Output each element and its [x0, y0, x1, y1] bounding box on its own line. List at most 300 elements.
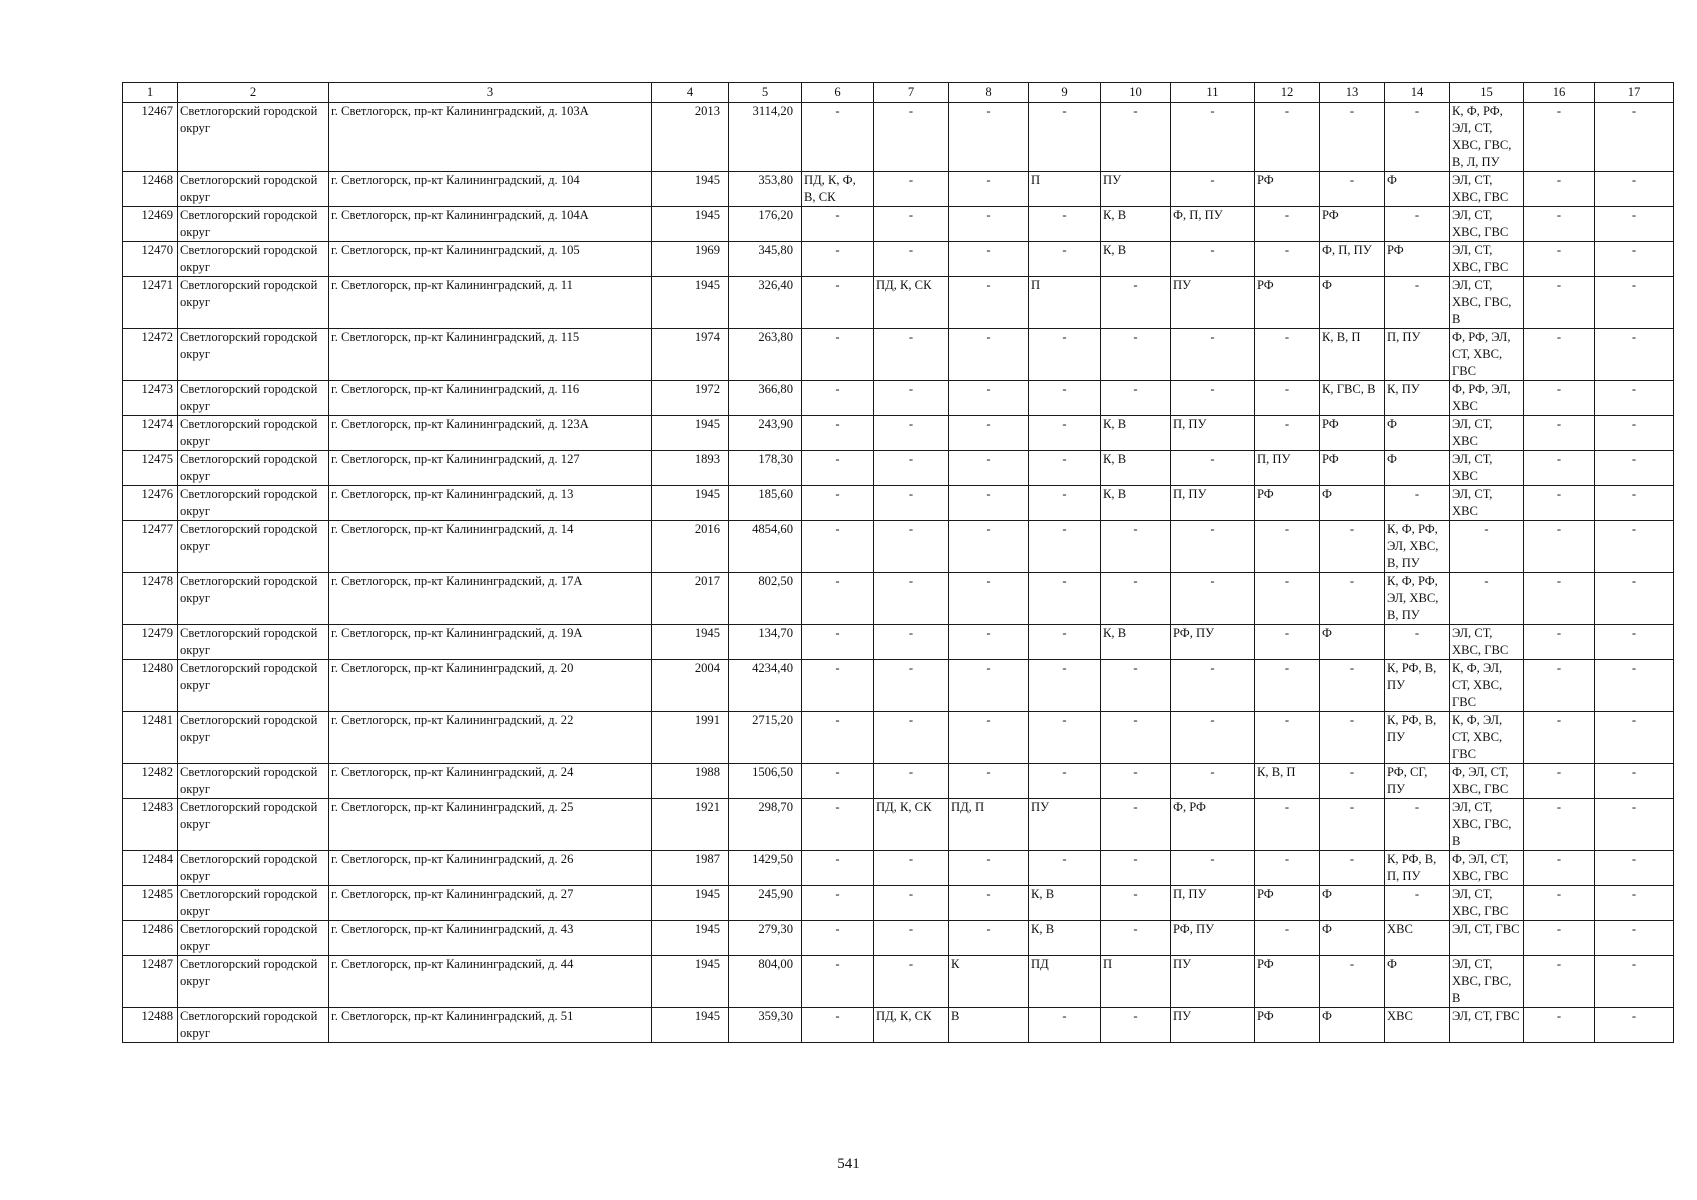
col-9-cell: - [1029, 521, 1101, 573]
col-12-cell: П, ПУ [1255, 451, 1320, 486]
col-7-cell: ПД, К, СК [874, 799, 949, 851]
col-10-cell: - [1101, 886, 1171, 921]
col-14-cell: Ф [1385, 956, 1450, 1008]
col-17-cell: - [1595, 712, 1674, 764]
district-cell: Светлогорский городской округ [178, 277, 329, 329]
col-10-cell: - [1101, 660, 1171, 712]
col-15-cell: Ф, ЭЛ, СТ, ХВС, ГВС [1450, 764, 1524, 799]
col-6-cell: - [802, 207, 874, 242]
col-10-cell: К, В [1101, 416, 1171, 451]
district-cell: Светлогорский городской округ [178, 172, 329, 207]
district-cell: Светлогорский городской округ [178, 451, 329, 486]
table-row [123, 799, 1674, 851]
col-9-cell: - [1029, 381, 1101, 416]
col-15-cell: К, Ф, ЭЛ, СТ, ХВС, ГВС [1450, 712, 1524, 764]
col-6-cell: - [802, 329, 874, 381]
col-17-cell: - [1595, 956, 1674, 1008]
register-table [122, 82, 1674, 1043]
page-number: 541 [837, 1156, 860, 1172]
col-16-cell: - [1524, 764, 1595, 799]
col-13-cell: Ф [1320, 486, 1385, 521]
year-cell: 1987 [652, 851, 729, 886]
record-number-cell: 12479 [123, 625, 178, 660]
col-7-cell: - [874, 172, 949, 207]
col-17-cell: - [1595, 416, 1674, 451]
record-number-cell: 12481 [123, 712, 178, 764]
col-6-cell: - [802, 660, 874, 712]
district-cell: Светлогорский городской округ [178, 956, 329, 1008]
district-cell: Светлогорский городской округ [178, 573, 329, 625]
col-15-cell: Ф, РФ, ЭЛ, ХВС [1450, 381, 1524, 416]
column-header-10: 10 [1101, 83, 1171, 103]
col-8-cell: К [949, 956, 1029, 1008]
col-10-cell: - [1101, 764, 1171, 799]
address-cell: г. Светлогорск, пр-кт Калининградский, д. 25 [329, 799, 652, 851]
column-header-14: 14 [1385, 83, 1450, 103]
col-7-cell: - [874, 486, 949, 521]
col-8-cell: - [949, 416, 1029, 451]
year-cell: 1945 [652, 277, 729, 329]
col-13-cell: - [1320, 851, 1385, 886]
col-13-cell: К, ГВС, В [1320, 381, 1385, 416]
col-9-cell: ПУ [1029, 799, 1101, 851]
col-9-cell: - [1029, 625, 1101, 660]
column-header-3: 3 [329, 83, 652, 103]
col-12-cell: - [1255, 416, 1320, 451]
col-17-cell: - [1595, 851, 1674, 886]
col-15-cell: К, Ф, ЭЛ, СТ, ХВС, ГВС [1450, 660, 1524, 712]
col-11-cell: Ф, РФ [1171, 799, 1255, 851]
col-12-cell: - [1255, 573, 1320, 625]
area-cell: 2715,20 [729, 712, 802, 764]
col-7-cell: - [874, 886, 949, 921]
col-9-cell: К, В [1029, 886, 1101, 921]
col-11-cell: Ф, П, ПУ [1171, 207, 1255, 242]
col-17-cell: - [1595, 381, 1674, 416]
address-cell: г. Светлогорск, пр-кт Калининградский, д. 43 [329, 921, 652, 956]
col-15-cell: ЭЛ, СТ, ХВС, ГВС [1450, 242, 1524, 277]
col-13-cell: Ф [1320, 625, 1385, 660]
year-cell: 1893 [652, 451, 729, 486]
col-7-cell: - [874, 921, 949, 956]
col-14-cell: К, РФ, В, ПУ [1385, 660, 1450, 712]
address-cell: г. Светлогорск, пр-кт Калининградский, д. 44 [329, 956, 652, 1008]
col-13-cell: Ф [1320, 277, 1385, 329]
table-row [123, 381, 1674, 416]
record-number-cell: 12487 [123, 956, 178, 1008]
col-16-cell: - [1524, 329, 1595, 381]
col-13-cell: Ф [1320, 886, 1385, 921]
col-10-cell: П [1101, 956, 1171, 1008]
table-row [123, 172, 1674, 207]
col-9-cell: - [1029, 242, 1101, 277]
col-12-cell: - [1255, 207, 1320, 242]
col-7-cell: - [874, 712, 949, 764]
area-cell: 359,30 [729, 1008, 802, 1043]
column-header-7: 7 [874, 83, 949, 103]
record-number-cell: 12467 [123, 103, 178, 172]
table-row [123, 207, 1674, 242]
district-cell: Светлогорский городской округ [178, 660, 329, 712]
column-header-2: 2 [178, 83, 329, 103]
col-16-cell: - [1524, 277, 1595, 329]
district-cell: Светлогорский городской округ [178, 799, 329, 851]
record-number-cell: 12485 [123, 886, 178, 921]
district-cell: Светлогорский городской округ [178, 416, 329, 451]
column-header-16: 16 [1524, 83, 1595, 103]
col-17-cell: - [1595, 1008, 1674, 1043]
area-cell: 4234,40 [729, 660, 802, 712]
col-8-cell: ПД, П [949, 799, 1029, 851]
col-15-cell: ЭЛ, СТ, ХВС, ГВС, В [1450, 956, 1524, 1008]
table-row [123, 712, 1674, 764]
address-cell: г. Светлогорск, пр-кт Калининградский, д. 20 [329, 660, 652, 712]
col-17-cell: - [1595, 103, 1674, 172]
district-cell: Светлогорский городской округ [178, 329, 329, 381]
address-cell: г. Светлогорск, пр-кт Калининградский, д. 27 [329, 886, 652, 921]
col-13-cell: Ф [1320, 1008, 1385, 1043]
col-6-cell: - [802, 1008, 874, 1043]
col-14-cell: - [1385, 886, 1450, 921]
record-number-cell: 12480 [123, 660, 178, 712]
table-row [123, 921, 1674, 956]
column-header-1: 1 [123, 83, 178, 103]
col-13-cell: РФ [1320, 416, 1385, 451]
col-9-cell: - [1029, 851, 1101, 886]
district-cell: Светлогорский городской округ [178, 242, 329, 277]
year-cell: 1988 [652, 764, 729, 799]
column-header-11: 11 [1171, 83, 1255, 103]
col-14-cell: К, ПУ [1385, 381, 1450, 416]
col-10-cell: - [1101, 329, 1171, 381]
district-cell: Светлогорский городской округ [178, 486, 329, 521]
col-14-cell: РФ, СГ, ПУ [1385, 764, 1450, 799]
address-cell: г. Светлогорск, пр-кт Калининградский, д. 24 [329, 764, 652, 799]
col-14-cell: Ф [1385, 451, 1450, 486]
col-14-cell: К, РФ, В, П, ПУ [1385, 851, 1450, 886]
year-cell: 2016 [652, 521, 729, 573]
address-cell: г. Светлогорск, пр-кт Калининградский, д. 115 [329, 329, 652, 381]
address-cell: г. Светлогорск, пр-кт Калининградский, д. 11 [329, 277, 652, 329]
col-10-cell: К, В [1101, 242, 1171, 277]
col-8-cell: В [949, 1008, 1029, 1043]
col-14-cell: Ф [1385, 416, 1450, 451]
col-14-cell: Ф [1385, 172, 1450, 207]
table-row [123, 103, 1674, 172]
area-cell: 326,40 [729, 277, 802, 329]
col-12-cell: РФ [1255, 1008, 1320, 1043]
col-6-cell: - [802, 103, 874, 172]
table-row [123, 886, 1674, 921]
col-14-cell: РФ [1385, 242, 1450, 277]
column-header-17: 17 [1595, 83, 1674, 103]
col-11-cell: - [1171, 172, 1255, 207]
year-cell: 1974 [652, 329, 729, 381]
record-number-cell: 12475 [123, 451, 178, 486]
col-15-cell: К, Ф, РФ, ЭЛ, СТ, ХВС, ГВС, В, Л, ПУ [1450, 103, 1524, 172]
district-cell: Светлогорский городской округ [178, 625, 329, 660]
col-8-cell: - [949, 381, 1029, 416]
record-number-cell: 12468 [123, 172, 178, 207]
col-7-cell: - [874, 764, 949, 799]
year-cell: 1969 [652, 242, 729, 277]
district-cell: Светлогорский городской округ [178, 921, 329, 956]
col-6-cell: - [802, 242, 874, 277]
record-number-cell: 12486 [123, 921, 178, 956]
col-12-cell: - [1255, 381, 1320, 416]
col-9-cell: - [1029, 764, 1101, 799]
address-cell: г. Светлогорск, пр-кт Калининградский, д. 105 [329, 242, 652, 277]
address-cell: г. Светлогорск, пр-кт Калининградский, д. 51 [329, 1008, 652, 1043]
col-16-cell: - [1524, 921, 1595, 956]
district-cell: Светлогорский городской округ [178, 712, 329, 764]
col-11-cell: П, ПУ [1171, 416, 1255, 451]
col-17-cell: - [1595, 764, 1674, 799]
table-row [123, 1008, 1674, 1043]
district-cell: Светлогорский городской округ [178, 381, 329, 416]
col-15-cell: ЭЛ, СТ, ХВС, ГВС, В [1450, 799, 1524, 851]
table-row [123, 956, 1674, 1008]
col-12-cell: - [1255, 660, 1320, 712]
col-17-cell: - [1595, 486, 1674, 521]
col-7-cell: - [874, 956, 949, 1008]
column-number-header-row [123, 83, 1674, 103]
col-16-cell: - [1524, 573, 1595, 625]
col-6-cell: ПД, К, Ф, В, СК [802, 172, 874, 207]
col-12-cell: - [1255, 329, 1320, 381]
col-6-cell: - [802, 799, 874, 851]
col-6-cell: - [802, 764, 874, 799]
record-number-cell: 12470 [123, 242, 178, 277]
col-17-cell: - [1595, 573, 1674, 625]
col-12-cell: - [1255, 625, 1320, 660]
table-row [123, 416, 1674, 451]
col-16-cell: - [1524, 242, 1595, 277]
col-7-cell: - [874, 625, 949, 660]
col-15-cell: ЭЛ, СТ, ГВС [1450, 921, 1524, 956]
col-11-cell: - [1171, 381, 1255, 416]
col-11-cell: - [1171, 712, 1255, 764]
record-number-cell: 12482 [123, 764, 178, 799]
col-14-cell: - [1385, 207, 1450, 242]
col-6-cell: - [802, 712, 874, 764]
col-7-cell: ПД, К, СК [874, 277, 949, 329]
record-number-cell: 12473 [123, 381, 178, 416]
col-8-cell: - [949, 103, 1029, 172]
year-cell: 1945 [652, 625, 729, 660]
district-cell: Светлогорский городской округ [178, 851, 329, 886]
col-16-cell: - [1524, 660, 1595, 712]
col-17-cell: - [1595, 660, 1674, 712]
col-17-cell: - [1595, 329, 1674, 381]
col-9-cell: - [1029, 416, 1101, 451]
col-11-cell: РФ, ПУ [1171, 625, 1255, 660]
col-14-cell: - [1385, 103, 1450, 172]
col-12-cell: - [1255, 242, 1320, 277]
year-cell: 1945 [652, 886, 729, 921]
col-7-cell: - [874, 207, 949, 242]
col-9-cell: - [1029, 712, 1101, 764]
address-cell: г. Светлогорск, пр-кт Калининградский, д. 104 [329, 172, 652, 207]
col-11-cell: П, ПУ [1171, 886, 1255, 921]
col-8-cell: - [949, 486, 1029, 521]
col-8-cell: - [949, 277, 1029, 329]
col-6-cell: - [802, 486, 874, 521]
col-14-cell: К, Ф, РФ, ЭЛ, ХВС, В, ПУ [1385, 521, 1450, 573]
col-16-cell: - [1524, 851, 1595, 886]
col-8-cell: - [949, 625, 1029, 660]
area-cell: 243,90 [729, 416, 802, 451]
col-11-cell: РФ, ПУ [1171, 921, 1255, 956]
col-6-cell: - [802, 625, 874, 660]
col-11-cell: - [1171, 660, 1255, 712]
col-13-cell: Ф [1320, 921, 1385, 956]
year-cell: 1991 [652, 712, 729, 764]
col-6-cell: - [802, 416, 874, 451]
col-9-cell: П [1029, 172, 1101, 207]
table-row [123, 625, 1674, 660]
year-cell: 1945 [652, 207, 729, 242]
year-cell: 2013 [652, 103, 729, 172]
col-15-cell: - [1450, 573, 1524, 625]
col-17-cell: - [1595, 207, 1674, 242]
area-cell: 345,80 [729, 242, 802, 277]
col-15-cell: ЭЛ, СТ, ХВС, ГВС [1450, 886, 1524, 921]
col-8-cell: - [949, 886, 1029, 921]
col-10-cell: - [1101, 573, 1171, 625]
table-row [123, 660, 1674, 712]
col-13-cell: К, В, П [1320, 329, 1385, 381]
col-15-cell: ЭЛ, СТ, ХВС, ГВС, В [1450, 277, 1524, 329]
table-row [123, 851, 1674, 886]
year-cell: 1921 [652, 799, 729, 851]
col-17-cell: - [1595, 625, 1674, 660]
district-cell: Светлогорский городской округ [178, 886, 329, 921]
col-14-cell: - [1385, 486, 1450, 521]
col-11-cell: - [1171, 329, 1255, 381]
col-12-cell: РФ [1255, 486, 1320, 521]
col-7-cell: - [874, 573, 949, 625]
area-cell: 279,30 [729, 921, 802, 956]
col-13-cell: - [1320, 660, 1385, 712]
col-13-cell: - [1320, 172, 1385, 207]
col-10-cell: - [1101, 1008, 1171, 1043]
col-17-cell: - [1595, 242, 1674, 277]
year-cell: 1945 [652, 1008, 729, 1043]
col-15-cell: - [1450, 521, 1524, 573]
area-cell: 178,30 [729, 451, 802, 486]
area-cell: 1506,50 [729, 764, 802, 799]
col-7-cell: - [874, 329, 949, 381]
col-7-cell: - [874, 851, 949, 886]
record-number-cell: 12474 [123, 416, 178, 451]
table-row [123, 329, 1674, 381]
col-6-cell: - [802, 451, 874, 486]
col-13-cell: - [1320, 521, 1385, 573]
col-8-cell: - [949, 172, 1029, 207]
area-cell: 353,80 [729, 172, 802, 207]
district-cell: Светлогорский городской округ [178, 521, 329, 573]
column-header-13: 13 [1320, 83, 1385, 103]
col-7-cell: - [874, 416, 949, 451]
col-16-cell: - [1524, 103, 1595, 172]
col-17-cell: - [1595, 921, 1674, 956]
record-number-cell: 12476 [123, 486, 178, 521]
col-9-cell: - [1029, 451, 1101, 486]
col-9-cell: - [1029, 329, 1101, 381]
col-10-cell: - [1101, 381, 1171, 416]
year-cell: 1945 [652, 172, 729, 207]
col-8-cell: - [949, 712, 1029, 764]
record-number-cell: 12483 [123, 799, 178, 851]
col-7-cell: ПД, К, СК [874, 1008, 949, 1043]
table-row [123, 486, 1674, 521]
col-17-cell: - [1595, 521, 1674, 573]
col-9-cell: - [1029, 103, 1101, 172]
col-11-cell: П, ПУ [1171, 486, 1255, 521]
col-12-cell: - [1255, 712, 1320, 764]
col-10-cell: - [1101, 521, 1171, 573]
col-16-cell: - [1524, 799, 1595, 851]
col-16-cell: - [1524, 712, 1595, 764]
col-9-cell: - [1029, 1008, 1101, 1043]
col-7-cell: - [874, 660, 949, 712]
col-13-cell: РФ [1320, 207, 1385, 242]
year-cell: 2004 [652, 660, 729, 712]
col-9-cell: - [1029, 660, 1101, 712]
address-cell: г. Светлогорск, пр-кт Калининградский, д. 104А [329, 207, 652, 242]
address-cell: г. Светлогорск, пр-кт Калининградский, д. 127 [329, 451, 652, 486]
col-6-cell: - [802, 886, 874, 921]
district-cell: Светлогорский городской округ [178, 1008, 329, 1043]
col-7-cell: - [874, 521, 949, 573]
col-15-cell: Ф, ЭЛ, СТ, ХВС, ГВС [1450, 851, 1524, 886]
col-16-cell: - [1524, 172, 1595, 207]
col-6-cell: - [802, 851, 874, 886]
col-10-cell: - [1101, 103, 1171, 172]
col-13-cell: РФ [1320, 451, 1385, 486]
col-8-cell: - [949, 660, 1029, 712]
col-11-cell: - [1171, 851, 1255, 886]
district-cell: Светлогорский городской округ [178, 207, 329, 242]
col-16-cell: - [1524, 886, 1595, 921]
col-9-cell: - [1029, 486, 1101, 521]
year-cell: 1945 [652, 921, 729, 956]
col-14-cell: - [1385, 625, 1450, 660]
col-6-cell: - [802, 381, 874, 416]
col-11-cell: - [1171, 242, 1255, 277]
col-15-cell: ЭЛ, СТ, ХВС [1450, 486, 1524, 521]
col-12-cell: РФ [1255, 886, 1320, 921]
col-7-cell: - [874, 381, 949, 416]
col-8-cell: - [949, 764, 1029, 799]
col-8-cell: - [949, 451, 1029, 486]
district-cell: Светлогорский городской округ [178, 764, 329, 799]
year-cell: 1945 [652, 416, 729, 451]
col-12-cell: - [1255, 921, 1320, 956]
col-7-cell: - [874, 242, 949, 277]
address-cell: г. Светлогорск, пр-кт Калининградский, д. 123А [329, 416, 652, 451]
col-11-cell: - [1171, 103, 1255, 172]
col-14-cell: ХВС [1385, 921, 1450, 956]
col-13-cell: - [1320, 573, 1385, 625]
area-cell: 176,20 [729, 207, 802, 242]
col-13-cell: Ф, П, ПУ [1320, 242, 1385, 277]
col-11-cell: - [1171, 451, 1255, 486]
col-12-cell: РФ [1255, 172, 1320, 207]
col-9-cell: - [1029, 207, 1101, 242]
col-13-cell: - [1320, 103, 1385, 172]
